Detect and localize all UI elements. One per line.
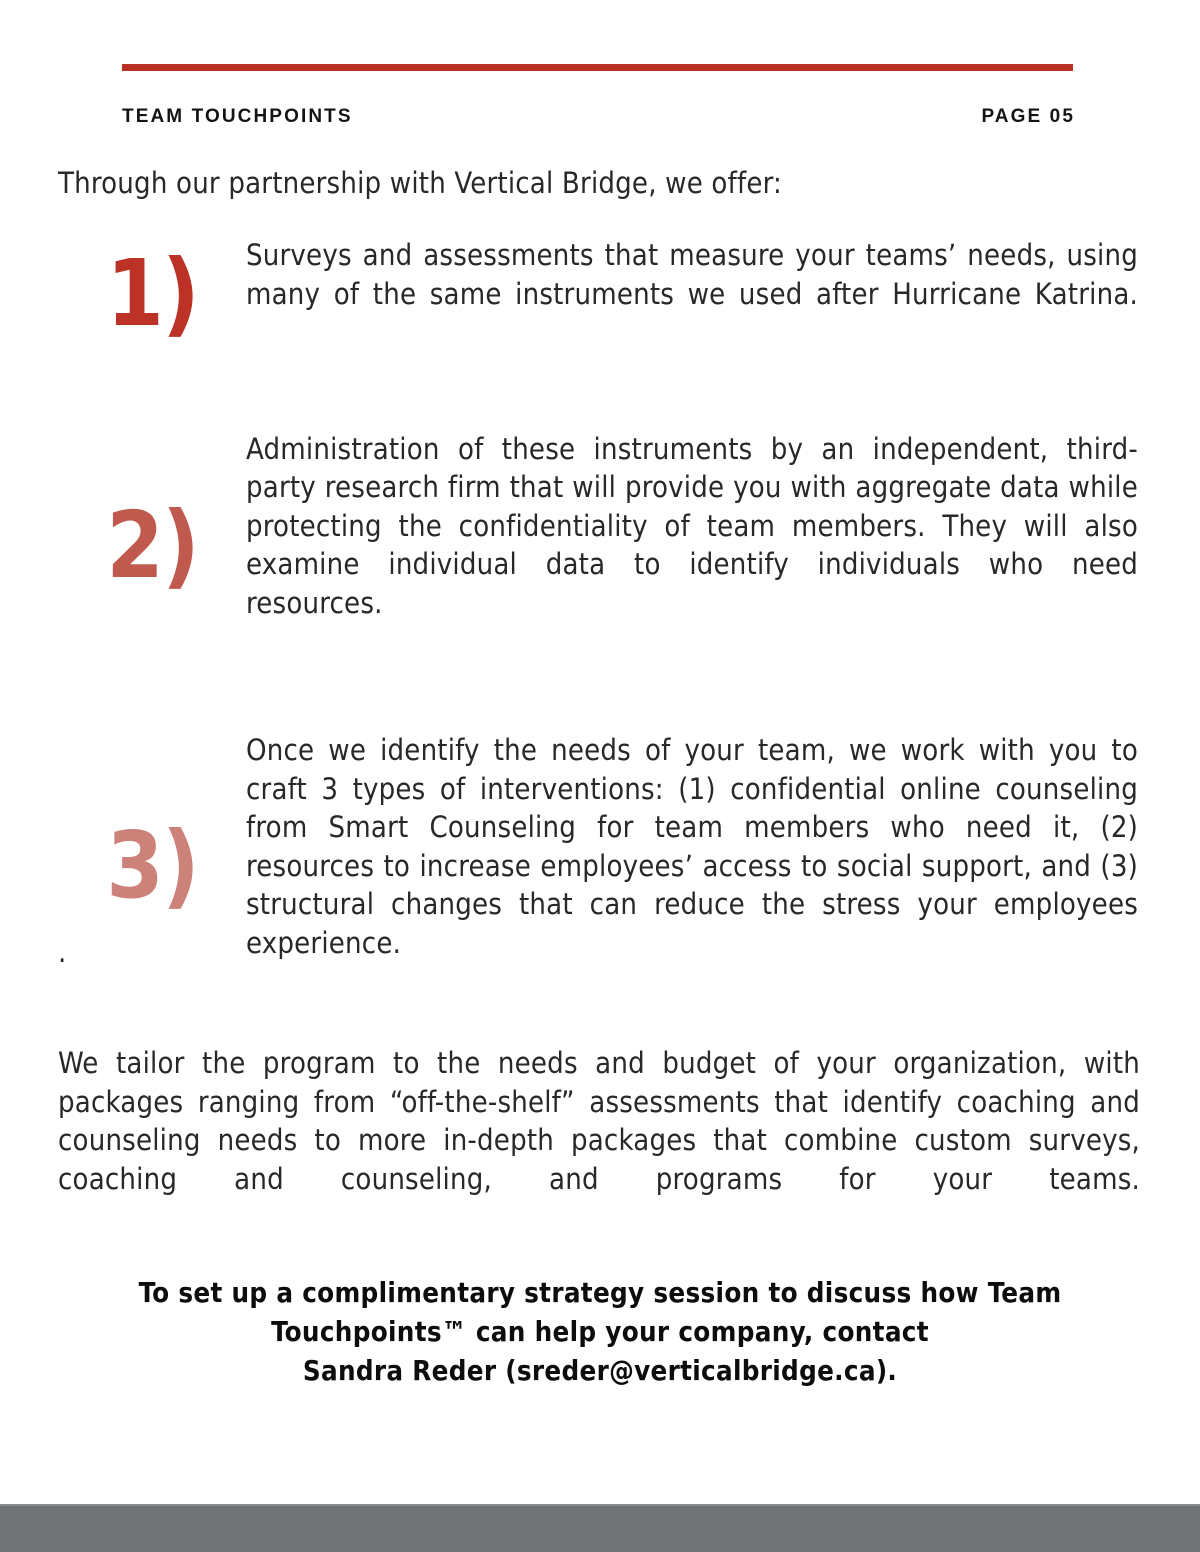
document-title: TEAM TOUCHPOINTS (122, 106, 353, 127)
list-marker-1: 1) (106, 240, 198, 348)
list-marker-cell (58, 491, 246, 599)
cta-line-2: Touchpoints™ can help your company, contact (271, 1316, 929, 1349)
footer-bar-top-edge (0, 1504, 1200, 1506)
list-item-text-2: Administration of these instruments by an independent, third-party research firm that will provide you with aggregate data while protecting the confidentiality of team members. They will also examine individual data to identify individuals who need resources. (246, 431, 1138, 620)
list-marker-cell (58, 240, 246, 348)
footer-bar (0, 1504, 1200, 1552)
list-marker-2: 2) (106, 491, 198, 599)
closing-paragraph: We tailor the program to the needs and budget of your organization, with packages ranging from “off-the-shelf” assessments that identify coaching and counseling needs to more in-depth packages that combine custom surveys, coaching and counseling, and programs for your teams. (58, 1046, 1140, 1196)
list-marker-cell (58, 812, 246, 920)
list-item-text-3: Once we identify the needs of your team, we work with you to craft 3 types of interventions: (1) confidential online counseling from Smart Counseling for team members who need it, (2) resources to increase employees’ access to social support, and (3) structural changes that can reduce the stress your employees experience. (246, 733, 1138, 960)
cta-line-1: To set up a complimentary strategy session to discuss how Team (138, 1277, 1062, 1309)
page-number: PAGE 05 (981, 106, 1075, 127)
list-item-text-1: Surveys and assessments that measure your teams’ needs, using many of the same instruments we used after Hurricane Katrina. (246, 238, 1138, 311)
list-item (58, 430, 1138, 661)
list-item (58, 236, 1138, 352)
call-to-action-block (60, 1274, 1140, 1391)
list-item (58, 731, 1138, 1001)
stray-period-mark: . (58, 935, 67, 969)
page-header (122, 106, 1075, 128)
header-rule-divider (122, 64, 1073, 71)
cta-line-3: Sandra Reder (sreder@verticalbridge.ca). (302, 1355, 898, 1388)
list-marker-3: 3) (106, 812, 198, 920)
intro-paragraph: Through our partnership with Vertical Bridge, we offer: (58, 166, 783, 200)
numbered-list (58, 236, 1138, 1001)
